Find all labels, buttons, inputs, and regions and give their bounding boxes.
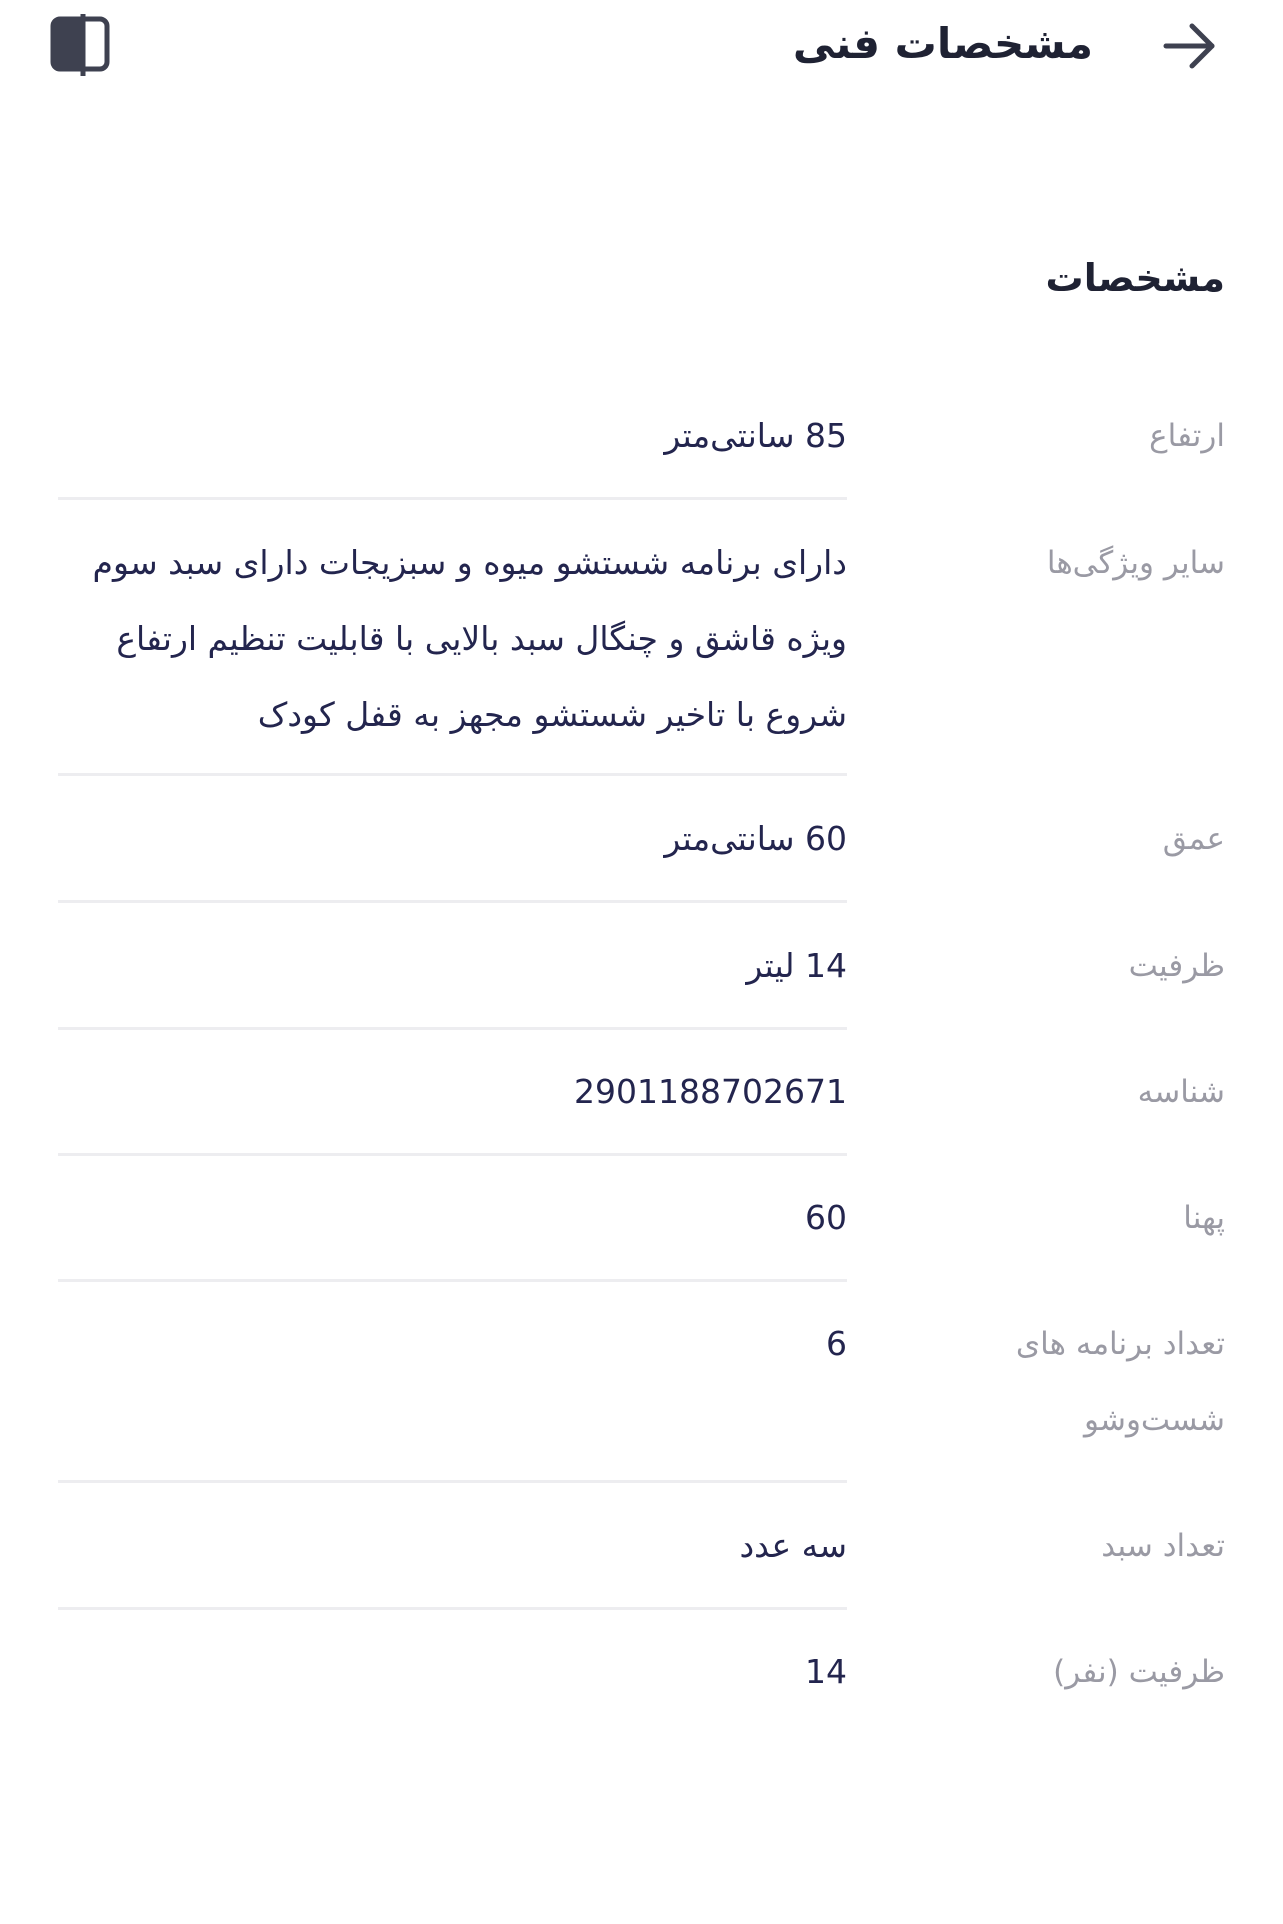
- section-title: مشخصات: [1045, 256, 1225, 300]
- arrow-right-icon: [1162, 22, 1218, 70]
- compare-button[interactable]: [48, 12, 116, 78]
- spec-value: سه عدد: [739, 1526, 847, 1565]
- spec-label: سایر ویژگی‌ها: [1046, 545, 1225, 581]
- spec-divider: [58, 1607, 847, 1610]
- spec-value: 60: [805, 1198, 847, 1237]
- spec-value: 6: [826, 1324, 847, 1363]
- spec-divider: [58, 1279, 847, 1282]
- spec-value: 85 سانتی‌متر: [664, 416, 847, 455]
- page-title: مشخصات فنی: [792, 19, 1093, 68]
- spec-divider: [58, 1027, 847, 1030]
- spec-label: ظرفیت (نفر): [1053, 1654, 1225, 1690]
- spec-value: 60 سانتی‌متر: [664, 819, 847, 858]
- spec-value: 14 لیتر: [746, 946, 847, 985]
- spec-label: ظرفیت: [1128, 948, 1225, 984]
- spec-label: عمق: [1162, 821, 1225, 857]
- spec-value: 2901188702671: [574, 1072, 847, 1111]
- spec-label: ارتفاع: [1149, 418, 1225, 454]
- spec-divider: [58, 497, 847, 500]
- spec-value: دارای برنامه شستشو میوه و سبزیجات دارای سبد سوم ویژه قاشق و چنگال سبد بالایی با قابلیت تنظیم ارتفاع شروع با تاخیر شستشو مجهز به قفل کودک: [92, 543, 847, 734]
- back-button[interactable]: [1160, 16, 1220, 76]
- spec-divider: [58, 900, 847, 903]
- spec-value: 14: [805, 1652, 847, 1691]
- spec-label: پهنا: [1183, 1200, 1225, 1236]
- spec-label: تعداد سبد: [1101, 1528, 1225, 1564]
- spec-divider: [58, 1480, 847, 1483]
- spec-label: تعداد برنامه های شست‌وشو: [1015, 1326, 1225, 1438]
- spec-divider: [58, 773, 847, 776]
- spec-divider: [58, 1153, 847, 1156]
- top-app-bar: [0, 0, 1283, 90]
- spec-label: شناسه: [1137, 1074, 1225, 1110]
- compare-panel-icon: [50, 14, 114, 76]
